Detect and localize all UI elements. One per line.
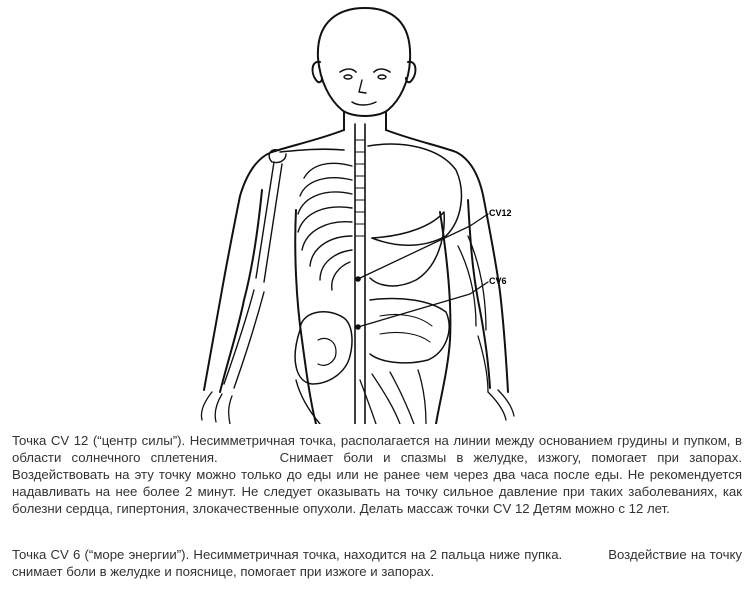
ribcage: [298, 163, 352, 290]
clavicle-left: [280, 149, 344, 152]
cv6-description-intro: Точка CV 6 (“море энергии”). Несимметричная точка, находится на 2 пальца ниже пупка.: [12, 547, 563, 562]
intestines: [370, 299, 449, 363]
hand-left: [201, 392, 232, 424]
cv6-description: [12, 546, 742, 580]
cv6-label: CV6: [489, 276, 507, 286]
torso-left: [204, 130, 344, 390]
head-outline: [318, 8, 410, 116]
spine: [355, 124, 365, 424]
cv6-description-effects: Воздействие на точку снимает боли в желудке и пояснице, помогает при изжоге и запорах.: [12, 547, 742, 579]
hand-right: [488, 390, 514, 420]
cv12-label: CV12: [489, 208, 512, 218]
stomach: [370, 212, 444, 286]
left-inner-arm: [220, 190, 262, 392]
cv12-description-effects: Снимает боли и спазмы в желудке, изжогу, помогает при запорах. Воздействовать на эту точку можно только до еды или не ранее чем через два часа после еды. Не рекомендуется надавливать на нее более 2 минут. Не следует оказывать на точку сильное давление при таких заболеваниях, как болезни сердца, гипертония, злокачественные опухоли. Делать массаж точки CV 12 Детям можно с 12 лет.: [12, 450, 742, 516]
cv12-description: [12, 432, 742, 517]
cv12-description-intro: Точка CV 12 (“центр силы”). Несимметричная точка, располагается на линии между основанием грудины и пупком, в области солнечного сплетения.: [12, 433, 742, 465]
right-inner-arm: [468, 200, 490, 388]
humerus-left: [256, 162, 282, 282]
